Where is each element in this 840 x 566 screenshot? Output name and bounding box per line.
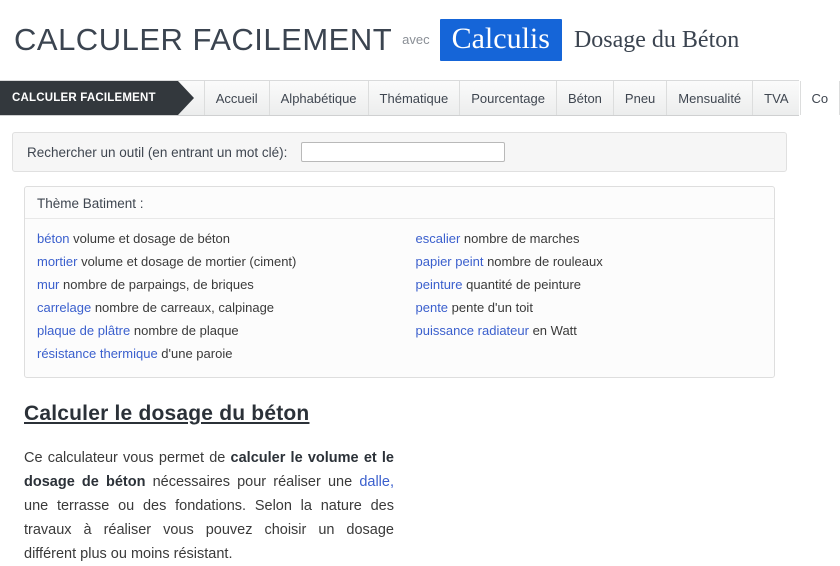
list-item-text: volume et dosage de béton — [70, 231, 230, 246]
link-escalier[interactable]: escalier — [416, 231, 461, 246]
theme-title: Thème Batiment : — [25, 187, 774, 219]
page-kicker: Dosage du Béton — [574, 27, 739, 54]
list-item-text: nombre de marches — [460, 231, 579, 246]
paragraph-part-2: nécessaires pour réaliser une — [145, 474, 359, 490]
theme-box — [24, 186, 775, 378]
theme-column-left — [37, 227, 400, 365]
list-item — [416, 319, 763, 342]
link-plaque-de-platre[interactable]: plaque de plâtre — [37, 323, 130, 338]
search-panel — [12, 132, 787, 172]
search-input[interactable] — [301, 142, 505, 162]
link-mur[interactable]: mur — [37, 277, 59, 292]
list-item — [416, 250, 763, 273]
list-item-text: pente d'un toit — [448, 300, 533, 315]
paragraph-bold: calculer le volume et le dosage de béton — [24, 450, 394, 490]
theme-columns — [25, 219, 774, 365]
link-mortier[interactable]: mortier — [37, 254, 77, 269]
nav-item-thematique[interactable]: Thématique — [369, 81, 461, 115]
list-item — [37, 227, 400, 250]
link-dalle[interactable]: dalle, — [359, 474, 394, 490]
link-peinture[interactable]: peinture — [416, 277, 463, 292]
article-paragraph — [24, 446, 394, 566]
list-item-text: d'une paroie — [158, 346, 233, 361]
link-puissance-radiateur[interactable]: puissance radiateur — [416, 323, 529, 338]
link-carrelage[interactable]: carrelage — [37, 300, 91, 315]
avec-label: avec — [402, 14, 429, 47]
paragraph-part-1: Ce calculateur vous permet de — [24, 450, 231, 466]
list-item — [416, 273, 763, 296]
link-beton[interactable]: béton — [37, 231, 70, 246]
list-item — [37, 250, 400, 273]
nav-item-tva[interactable]: TVA — [753, 81, 800, 115]
list-item-text: nombre de rouleaux — [483, 254, 602, 269]
article — [24, 402, 394, 566]
list-item — [416, 227, 763, 250]
list-item — [37, 319, 400, 342]
list-item-text: volume et dosage de mortier (ciment) — [77, 254, 296, 269]
list-item — [37, 273, 400, 296]
link-resistance-thermique[interactable]: résistance thermique — [37, 346, 158, 361]
nav-item-accueil[interactable]: Accueil — [204, 81, 270, 115]
list-item-text: nombre de carreaux, calpinage — [91, 300, 274, 315]
calculis-logo[interactable]: Calculis — [440, 19, 562, 61]
list-item-text: nombre de parpaings, de briques — [59, 277, 253, 292]
nav-item-co[interactable]: Co — [801, 81, 840, 115]
theme-column-right — [400, 227, 763, 365]
list-item-text: en Watt — [529, 323, 577, 338]
site-header — [0, 0, 799, 80]
link-pente[interactable]: pente — [416, 300, 449, 315]
site-title: CALCULER FACILEMENT — [14, 22, 392, 58]
list-item-text: quantité de peinture — [462, 277, 581, 292]
nav-item-pourcentage[interactable]: Pourcentage — [460, 81, 557, 115]
list-item — [37, 296, 400, 319]
nav-brand[interactable]: CALCULER FACILEMENT — [0, 81, 178, 115]
main-navigation — [0, 80, 799, 116]
nav-item-beton[interactable]: Béton — [557, 81, 614, 115]
paragraph-part-3: une terrasse ou des fondations. Selon la nature des travaux à réaliser vous pouvez choisir un dosage différent plus ou moins résistant. — [24, 498, 394, 562]
nav-item-alphabetique[interactable]: Alphabétique — [270, 81, 369, 115]
search-label: Rechercher un outil (en entrant un mot clé): — [27, 145, 287, 160]
list-item-text: nombre de plaque — [130, 323, 238, 338]
page-title: Calculer le dosage du béton — [24, 402, 394, 426]
link-papier-peint[interactable]: papier peint — [416, 254, 484, 269]
nav-item-pneu[interactable]: Pneu — [614, 81, 667, 115]
nav-item-mensualite[interactable]: Mensualité — [667, 81, 753, 115]
list-item — [37, 342, 400, 365]
nav-item-list — [204, 81, 840, 115]
list-item — [416, 296, 763, 319]
